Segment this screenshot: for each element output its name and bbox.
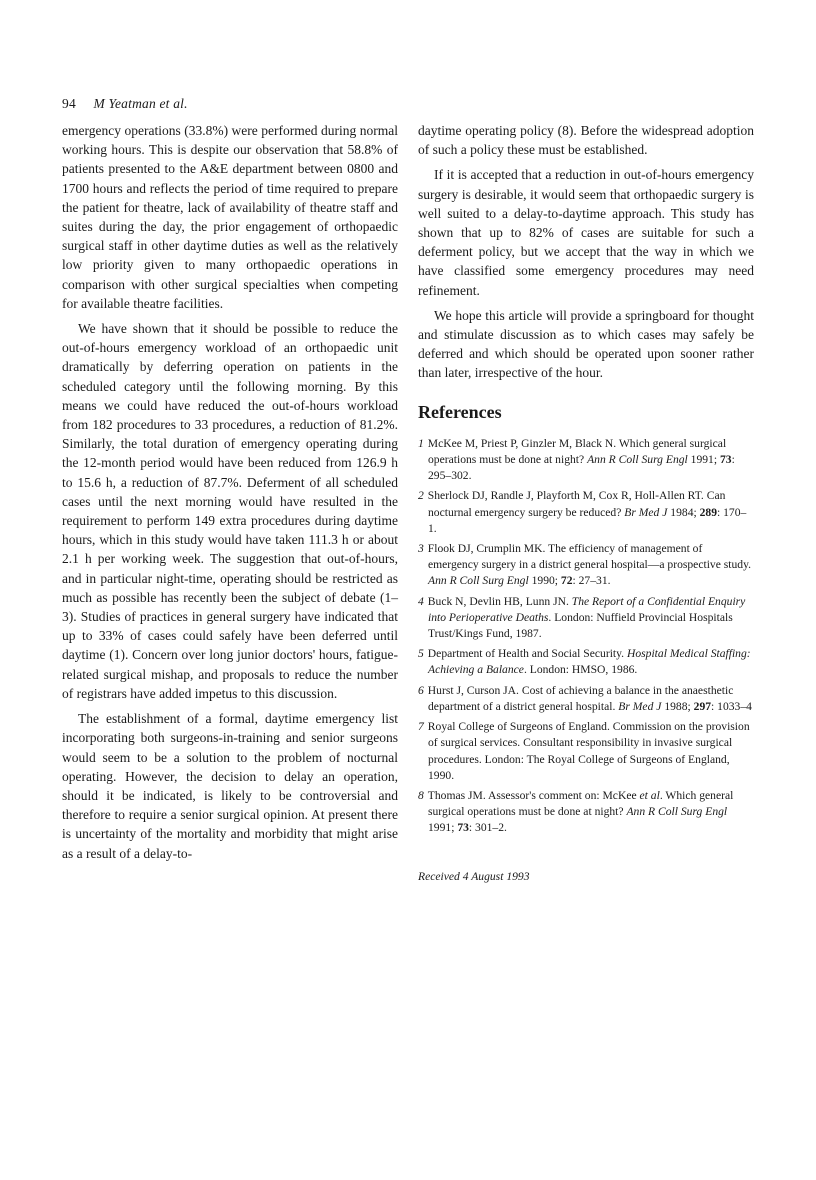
reference-text: Flook DJ, Crumplin MK. The efficiency of management of emergency surgery in a district general hospital—a prospective study. xyxy=(427,542,752,572)
reference-journal: Ann R Coll Surg Engl xyxy=(587,453,688,467)
reference-number: 1 xyxy=(418,436,424,450)
reference-journal: Br Med J xyxy=(624,505,668,519)
reference-pages: : 1033–4 xyxy=(711,699,752,713)
reference-item xyxy=(418,788,754,837)
reference-pages: : 301–2. xyxy=(468,821,507,835)
reference-text: Buck N, Devlin HB, Lunn JN. xyxy=(427,594,572,608)
paragraph: emergency operations (33.8%) were performed during normal working hours. This is despite our observation that 58.8% of patients presented to the A&E department between 0800 and 1700 hours and reflects the period of time required to prepare the patient for theatre, lack of availability of theatre staff and suites during the day, the prior engagement of orthopaedic surgical staff in other daytime duties as well as the relatively low priority given to many orthopaedic operations in comparison with other surgical specialties when competing for available theatre facilities. xyxy=(62,123,398,311)
reference-journal: Br Med J xyxy=(618,699,662,713)
reference-item xyxy=(418,683,754,715)
reference-etal: et al xyxy=(639,788,660,802)
left-column xyxy=(62,121,398,869)
reference-pages: : 27–31. xyxy=(572,574,611,588)
running-head xyxy=(62,96,188,112)
reference-text: Royal College of Surgeons of England. Commission on the provision of surgical services. Consultant responsibility in invasive surgical procedures. London: The Royal College of Surgeons of England, 1990. xyxy=(427,720,750,782)
reference-number: 7 xyxy=(418,720,424,734)
reference-number: 3 xyxy=(418,542,424,556)
reference-volume: 289 xyxy=(699,505,718,519)
reference-item xyxy=(418,488,754,537)
paragraph: daytime operating policy (8). Before the widespread adoption of such a policy these must be established. xyxy=(418,123,754,158)
page-number: 94 xyxy=(62,96,76,111)
reference-text: . London: Nuffield Provincial Hospitals Trust/Kings Fund, 1987. xyxy=(428,610,733,641)
right-column xyxy=(418,121,754,886)
reference-title: The Report of a Confidential Enquiry into Perioperative Deaths xyxy=(428,594,746,624)
reference-pages: : 170–1. xyxy=(428,505,747,535)
reference-pages: : 295–302. xyxy=(428,453,735,483)
reference-volume: 297 xyxy=(693,699,712,713)
reference-title: Hospital Medical Staffing: Achieving a Balance xyxy=(428,647,751,677)
reference-list xyxy=(418,436,754,837)
reference-number: 6 xyxy=(418,683,424,697)
reference-volume: 73 xyxy=(457,821,469,835)
reference-text: Department of Health and Social Security. xyxy=(427,647,627,661)
received-date: Received 4 August 1993 xyxy=(418,869,530,883)
references-heading: References xyxy=(418,401,502,422)
reference-text: 1991; xyxy=(687,453,720,467)
reference-journal: Ann R Coll Surg Engl xyxy=(428,574,529,588)
reference-volume: 72 xyxy=(560,574,573,588)
reference-volume: 73 xyxy=(719,453,732,467)
reference-item xyxy=(418,436,754,485)
paragraph: If it is accepted that a reduction in out-of-hours emergency surgery is desirable, it would seem that orthopaedic surgery is well suited to a delay-to-daytime approach. This study has shown that up to 82% of cases are suitable for such a deferment policy, but we accept that the way in which we have classified some emergency procedures may need refinement. xyxy=(418,167,754,298)
paragraph: We have shown that it should be possible to reduce the out-of-hours emergency workload of an orthopaedic unit dramatically by deferring operation on patients in the scheduled category until the following morning. By this means we could have reduced the out-of-hours workload from 182 procedures to 33 procedures, a reduction of 81.2%. Similarly, the total duration of emergency operating during the 12-month period would have been reduced from 126.9 h to 15.6 h, a reduction of 87.7%. Deferment of all scheduled cases until the next morning would have resulted in the requirement to perform 149 extra procedures during daytime hours, which in this study would have taken 111.3 h or about 2.1 h per working week. The suggestion that out-of-hours, and in particular night-time, operating should be restricted as much as possible has recently been the subject of debate (1–3). Studies of practices in general surgery have indicated that up to 33% of cases could safely have been deferred until daytime (1). Concern over long junior doctors' hours, fatigue-related surgical mishap, and proposals to reduce the number of registrars have added impetus to this discussion. xyxy=(62,321,398,701)
reference-number: 2 xyxy=(418,489,424,503)
reference-text: . Which general surgical operations must be done at night? xyxy=(428,788,734,819)
reference-text: . London: HMSO, 1986. xyxy=(523,663,638,677)
reference-text: McKee M, Priest P, Ginzler M, Black N. Which general surgical operations must be done at night? xyxy=(427,436,727,467)
reference-item xyxy=(418,594,754,643)
reference-item xyxy=(418,541,754,590)
paragraph: We hope this article will provide a springboard for thought and stimulate discussion as to which cases may safely be deferred and which should be operated upon sooner rather than later, irrespective of the hour. xyxy=(418,307,754,381)
reference-text: 1991; xyxy=(428,821,458,835)
reference-text: Thomas JM. Assessor's comment on: McKee xyxy=(427,788,640,802)
reference-journal: Ann R Coll Surg Engl xyxy=(626,805,728,819)
reference-number: 8 xyxy=(418,788,424,802)
reference-text: 1984; xyxy=(667,505,700,519)
reference-text: Hurst J, Curson JA. Cost of achieving a balance in the anaesthetic department of a district general hospital. xyxy=(427,683,734,713)
reference-item xyxy=(418,646,754,678)
reference-item xyxy=(418,719,754,784)
running-head-authors: M Yeatman et al. xyxy=(93,96,188,111)
reference-text: 1990; xyxy=(528,574,561,588)
paragraph: The establishment of a formal, daytime emergency list incorporating both surgeons-in-training and senior surgeons would seem to be a solution to the problem of nocturnal operating. However, the decision to delay an operation, should it be indicated, is likely to be controversial and therefore to require a senior surgical opinion. At present there is uncertainty of the mortality and morbidity that might arise as a result of a delay-to- xyxy=(62,711,398,861)
reference-text: Sherlock DJ, Randle J, Playforth M, Cox R, Holl-Allen RT. Can nocturnal emergency surgery be reduced? xyxy=(427,489,726,519)
reference-number: 4 xyxy=(418,594,424,608)
reference-text: 1988; xyxy=(661,699,694,713)
reference-number: 5 xyxy=(418,647,424,661)
